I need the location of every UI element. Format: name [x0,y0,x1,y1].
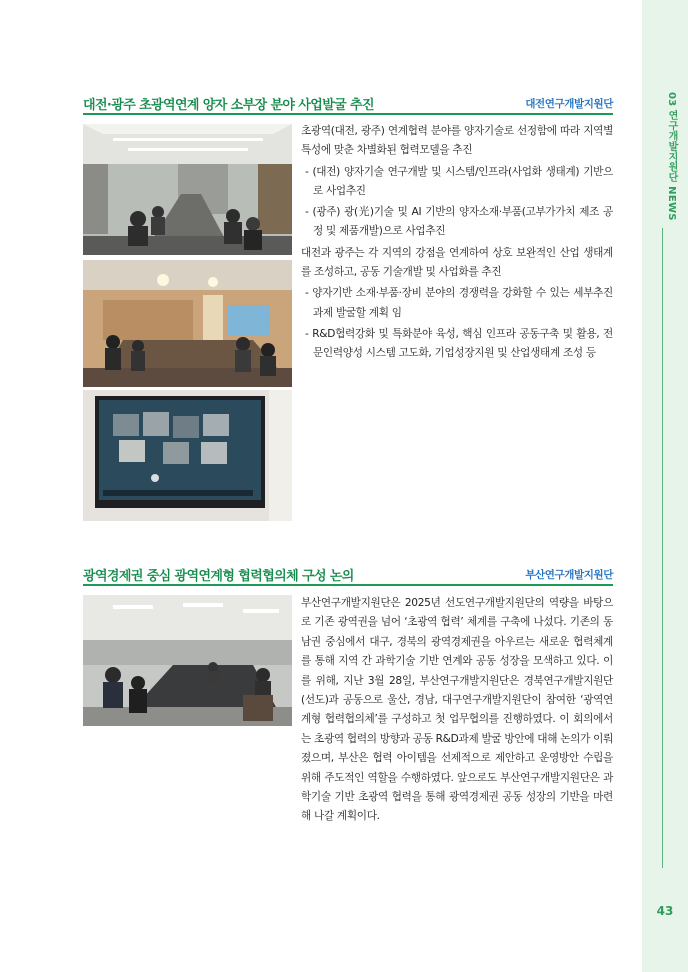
section1-bullet-4: - R&D협력강화 및 특화분야 육성, 핵심 인프라 공동구축 및 활용, 전문인력양성 시스템 고도화, 기업성장지원 및 산업생태계 조성 등 [305,327,613,360]
section1-para-1: 초광역(대전, 광주) 연계협력 분야를 양자기술로 선정함에 따라 지역별 특성에 맞춘 차별화된 협력모델을 추진 [301,125,613,157]
section1-rule [83,113,613,115]
sidebar-divider [662,228,663,868]
section2-org: 부산연구개발지원단 [525,569,613,581]
section1-bullet-3: - 양자기반 소재·부품·장비 분야의 경쟁력을 강화할 수 있는 세부추진 과제 발굴할 계획 임 [305,287,613,319]
sidebar-section-label: 03 연구개발지원단 NEWS [666,92,677,221]
meeting-photo-2 [83,260,292,387]
section2-rule [83,584,613,586]
section1-bullet-2: - (광주) 광(光)기술 및 AI 기반의 양자소재·부품(고부가가치 제조 공정 및 제품개발)으로 사업추진 [305,206,613,238]
page-number: 43 [656,904,674,918]
section1-title: 대전·광주 초광역연계 양자 소부장 분야 사업발굴 추진 [83,98,374,113]
meeting-photo-1 [83,124,292,255]
section2-title: 광역경제권 중심 광역연계형 협력협의체 구성 논의 [83,569,354,584]
section2-body: 부산연구개발지원단은 2025년 선도연구개발지원단의 역량을 바탕으로 기존 광역권을 넘어 ‘초광역 협력’ 체계를 구축에 나섰다. 기존의 동남권 중심에서 대구, 경북의 광역경제권을 아우르는 새로운 협력체계를 통해 지역 간 과학기술 기반 연계와 공동 성장을 모색하고 있다. 이를 위해, 지난 3월 28일, 부산연구개발지원단은 경북연구개발지원단(선도)과 공동으로 울산, 경남, 대구연구개발지원단이 참여한 ‘광역연계형 협력협의체’를 구성하고 첫 업무협의를 진행하였다. 이 회의에서는 초광역 협력의 방향과 공동 R&D과제 발굴 방안에 대해 논의가 이뤄졌으며, 부산은 협력 아이템을 선제적으로 제안하고 운영방안 수립을 위해 주도적인 역할을 수행하였다. 앞으로도 부산연구개발지원단은 과학기술 기반 초광역 협력을 통해 광역경제권 공동 성장의 기반을 마련해 나갈 계획이다. [301,597,613,823]
video-conference-photo [83,390,292,521]
section1-bullet-1: - (대전) 양자기술 연구개발 및 시스템/인프라(사업화 생태계) 기반으로 사업추진 [305,165,613,197]
section1-para-2: 대전과 광주는 각 지역의 강점을 연계하여 상호 보완적인 산업 생태계를 조성하고, 공동 기술개발 및 사업화를 추진 [301,246,613,279]
section1-org: 대전연구개발지원단 [525,98,613,110]
meeting-photo-3 [83,595,292,726]
section2-header [83,565,613,585]
section1-body [301,122,613,364]
section1-header [83,94,613,114]
